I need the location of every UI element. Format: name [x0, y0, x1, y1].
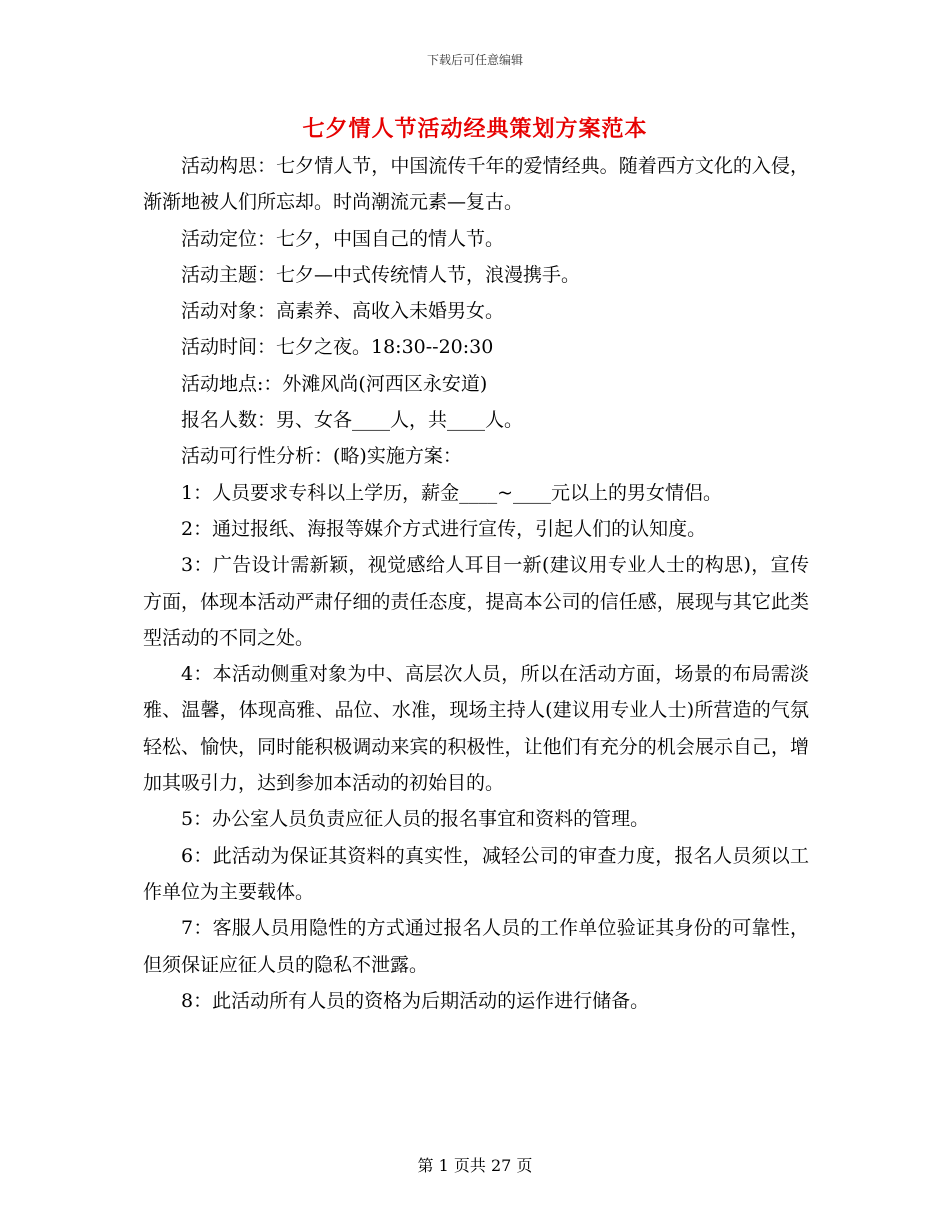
document-title: 七夕情人节活动经典策划方案范本	[302, 116, 648, 142]
page-footer: 第 1 页共 27 页	[417, 1156, 533, 1175]
paragraph-item-3: 3：广告设计需新颖，视觉感给人耳目一新(建议用专业人士的构思)，宣传方面，体现本活动严肃仔细的责任态度，提高本公司的信任感，展现与其它此类型活动的不同之处。	[143, 554, 809, 649]
paragraph-item-2: 2：通过报纸、海报等媒介方式进行宣传，引起人们的认知度。	[181, 517, 707, 540]
paragraph-concept: 活动构思：七夕情人节，中国流传千年的爱情经典。随着西方文化的入侵，渐渐地被人们所忘却。时尚潮流元素—复古。	[143, 155, 809, 214]
paragraph-item-1: 1：人员要求专科以上学历，薪金____~____元以上的男女情侣。	[181, 481, 723, 504]
paragraph-time: 活动时间：七夕之夜。18:30--20:30	[181, 336, 494, 359]
page-header: 下载后可任意编辑	[426, 53, 523, 67]
paragraph-item-5: 5：办公室人员负责应征人员的报名事宜和资料的管理。	[181, 808, 650, 831]
paragraph-target: 活动对象：高素养、高收入未婚男女。	[181, 300, 505, 323]
paragraph-theme: 活动主题：七夕—中式传统情人节，浪漫携手。	[181, 263, 581, 286]
paragraph-item-4: 4：本活动侧重对象为中、高层次人员，所以在活动方面，场景的布局需淡雅、温馨，体现高雅、品位、水准，现场主持人(建议用专业人士)所营造的气氛轻松、愉快，同时能积极调动来宾的积极性，让他们有充分的机会展示自己，增加其吸引力，达到参加本活动的初始目的。	[143, 663, 809, 795]
paragraph-item-7: 7：客服人员用隐性的方式通过报名人员的工作单位验证其身份的可靠性，但须保证应征人员的隐私不泄露。	[143, 917, 809, 976]
paragraph-item-8: 8：此活动所有人员的资格为后期活动的运作进行储备。	[181, 989, 650, 1012]
document-body	[143, 148, 809, 1019]
paragraph-location: 活动地点:：外滩风尚(河西区永安道)	[181, 372, 488, 395]
paragraph-positioning: 活动定位：七夕，中国自己的情人节。	[181, 227, 505, 250]
paragraph-item-6: 6：此活动为保证其资料的真实性，减轻公司的审查力度，报名人员须以工作单位为主要载体。	[143, 844, 809, 903]
paragraph-headcount: 报名人数：男、女各____人，共____人。	[181, 409, 524, 432]
paragraph-feasibility: 活动可行性分析：(略)实施方案：	[181, 445, 462, 468]
